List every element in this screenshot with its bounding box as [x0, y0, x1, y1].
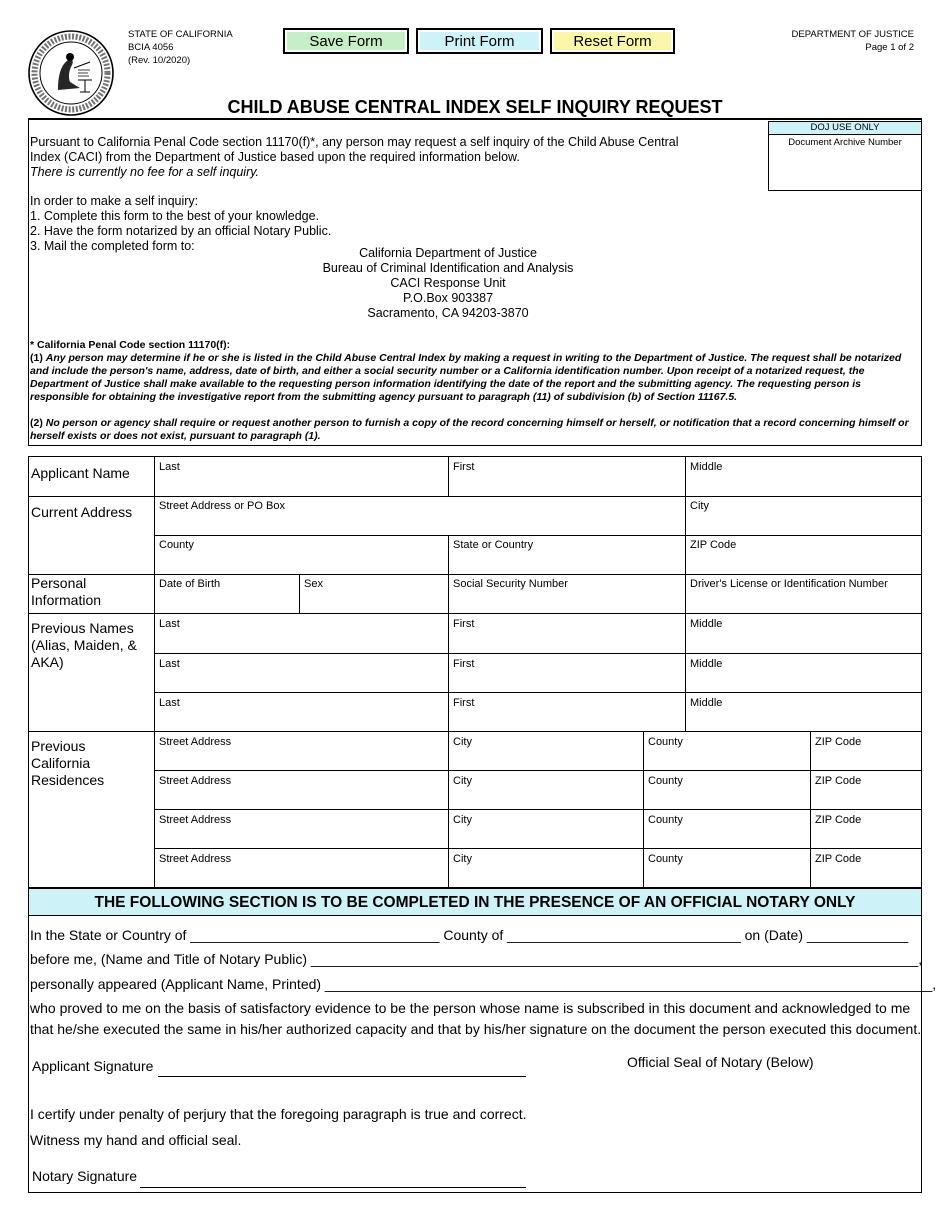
address-line: P.O.Box 903387	[402, 291, 494, 305]
document-archive-number-label: Document Archive Number	[788, 137, 902, 148]
applicant-middle-name-field[interactable]: Middle	[690, 461, 723, 473]
reset-form-button[interactable]: Reset Form	[550, 28, 675, 54]
revision-date: (Rev. 10/2020)	[128, 55, 191, 66]
prev-middle-name-field[interactable]: Middle	[690, 618, 723, 630]
doj-use-only-box	[768, 121, 922, 191]
prev-county-field[interactable]: County	[648, 775, 683, 787]
prev-city-field[interactable]: City	[453, 775, 472, 787]
notary-section-heading: THE FOLLOWING SECTION IS TO BE COMPLETED IN THE PRESENCE OF AN OFFICIAL NOTARY ONLY	[28, 888, 922, 916]
prev-first-name-field[interactable]: First	[453, 697, 475, 709]
prev-county-field[interactable]: County	[648, 853, 683, 865]
prev-street-field[interactable]: Street Address	[159, 814, 232, 826]
penal-code-heading: * California Penal Code section 11170(f):	[30, 339, 231, 351]
no-fee-note: There is currently no fee for a self inquiry.	[30, 165, 260, 179]
address-line: CACI Response Unit	[390, 276, 506, 290]
steps-lead: In order to make a self inquiry:	[30, 194, 199, 208]
prev-last-name-field[interactable]: Last	[159, 658, 180, 670]
penal-code-excerpt	[30, 339, 915, 443]
county-field[interactable]: County	[159, 539, 194, 551]
department-name: DEPARTMENT OF JUSTICE	[791, 29, 914, 40]
applicant-printed-name-line[interactable]: personally appeared (Applicant Name, Printed) ______________________________________________________________________________,	[30, 976, 937, 992]
prev-first-name-field[interactable]: First	[453, 618, 475, 630]
intro-line: Index (CACI) from the Department of Justice based upon the required information below.	[30, 150, 520, 164]
prev-middle-name-field[interactable]: Middle	[690, 658, 723, 670]
form-header-right	[792, 28, 914, 54]
previous-names-label: Previous Names (Alias, Maiden, & AKA)	[31, 620, 137, 670]
instruction-steps	[30, 194, 730, 254]
prev-county-field[interactable]: County	[648, 814, 683, 826]
notary-seal-label: Official Seal of Notary (Below)	[627, 1054, 814, 1070]
prev-first-name-field[interactable]: First	[453, 658, 475, 670]
notary-statement-line: who proved to me on the basis of satisfactory evidence to be the person whose name is subscribed in this document and acknowledged to me	[30, 1000, 911, 1016]
notary-signature-label: Notary Signature	[32, 1168, 138, 1184]
state-country-field[interactable]: State or Country	[453, 539, 534, 551]
address-line: Sacramento, CA 94203-3870	[367, 306, 529, 320]
intro-text	[30, 135, 730, 180]
penal-code-paragraph-1	[30, 352, 915, 404]
personal-information-label: Personal Information	[31, 575, 102, 608]
prev-zip-field[interactable]: ZIP Code	[815, 814, 862, 826]
paragraph-number: (1)	[30, 352, 43, 364]
city-field[interactable]: City	[690, 500, 709, 512]
form-title: CHILD ABUSE CENTRAL INDEX SELF INQUIRY REQUEST	[227, 97, 723, 117]
prev-city-field[interactable]: City	[453, 814, 472, 826]
applicant-signature-line[interactable]	[158, 1076, 526, 1077]
penal-code-paragraph-2	[30, 417, 915, 443]
step-item: 1. Complete this form to the best of your knowledge.	[30, 209, 320, 223]
notary-name-line[interactable]: before me, (Name and Title of Notary Public) ______________________________________________________________________________,	[30, 951, 923, 967]
applicant-signature-label: Applicant Signature	[32, 1058, 154, 1074]
prev-city-field[interactable]: City	[453, 853, 472, 865]
sex-field[interactable]: Sex	[304, 578, 323, 590]
prev-zip-field[interactable]: ZIP Code	[815, 736, 862, 748]
applicant-first-name-field[interactable]: First	[453, 461, 475, 473]
current-address-label: Current Address	[31, 504, 133, 520]
prev-street-field[interactable]: Street Address	[159, 775, 232, 787]
prev-middle-name-field[interactable]: Middle	[690, 697, 723, 709]
form-header-left	[128, 28, 233, 67]
prev-street-field[interactable]: Street Address	[159, 736, 232, 748]
prev-zip-field[interactable]: ZIP Code	[815, 775, 862, 787]
paragraph-text: Any person may determine if he or she is listed in the Child Abuse Central Index by making a request in writing to the Department of Justice. The request shall be notarized and include the person's name, address, date of birth, and either a social security number or a California identification number. Upon receipt of a notarized request, the Department of Justice shall make available to the requesting person information identifying the date of the report and the submitting agency. The requesting person is responsible for obtaining the investigative report from the submitting agency pursuant to paragraph (11) of subdivision (b) of Section 11167.5.	[30, 352, 902, 403]
prev-city-field[interactable]: City	[453, 736, 472, 748]
address-line: California Department of Justice	[359, 246, 537, 260]
previous-residences-label: Previous California Residences	[31, 738, 105, 788]
form-number: BCIA 4056	[128, 42, 174, 53]
save-form-button[interactable]: Save Form	[283, 28, 409, 54]
zip-code-field[interactable]: ZIP Code	[690, 539, 737, 551]
print-form-button[interactable]: Print Form	[416, 28, 543, 54]
notary-statement-line: that he/she executed the same in his/her authorized capacity and that by his/her signature on the document the person executed this document.	[30, 1021, 922, 1037]
paragraph-number: (2)	[30, 417, 43, 429]
intro-line: Pursuant to California Penal Code section 11170(f)*, any person may request a self inquiry of the Child Abuse Central	[30, 135, 679, 149]
notary-location-line[interactable]: In the State or Country of ________________________________ County of ______________________________ on (Date) _____________	[30, 927, 909, 943]
prev-street-field[interactable]: Street Address	[159, 853, 232, 865]
drivers-license-field[interactable]: Driver's License or Identification Number	[690, 578, 888, 590]
date-of-birth-field[interactable]: Date of Birth	[159, 578, 221, 590]
step-item: 3. Mail the completed form to:	[30, 239, 195, 253]
prev-zip-field[interactable]: ZIP Code	[815, 853, 862, 865]
applicant-last-name-field[interactable]: Last	[159, 461, 180, 473]
perjury-certification: I certify under penalty of perjury that the foregoing paragraph is true and correct.	[30, 1106, 527, 1122]
prev-last-name-field[interactable]: Last	[159, 697, 180, 709]
applicant-name-label: Applicant Name	[31, 465, 130, 481]
address-line: Bureau of Criminal Identification and Analysis	[322, 261, 574, 275]
applicant-info-grid	[28, 456, 922, 888]
prev-county-field[interactable]: County	[648, 736, 683, 748]
street-address-field[interactable]: Street Address or PO Box	[159, 500, 285, 512]
agency-name: STATE OF CALIFORNIA	[128, 29, 233, 40]
notary-signature-line[interactable]	[140, 1187, 526, 1188]
ssn-field[interactable]: Social Security Number	[453, 578, 568, 590]
witness-statement: Witness my hand and official seal.	[30, 1132, 242, 1148]
page-indicator: Page 1 of 2	[865, 42, 914, 53]
doj-use-only-heading: DOJ USE ONLY	[769, 122, 921, 135]
prev-last-name-field[interactable]: Last	[159, 618, 180, 630]
mailing-address	[0, 246, 896, 321]
paragraph-text: No person or agency shall require or request another person to furnish a copy of the record concerning himself or herself, or notification that a record concerning himself or herself exists or does not exist, pursuant to paragraph (1).	[30, 417, 909, 442]
step-item: 2. Have the form notarized by an official Notary Public.	[30, 224, 332, 238]
